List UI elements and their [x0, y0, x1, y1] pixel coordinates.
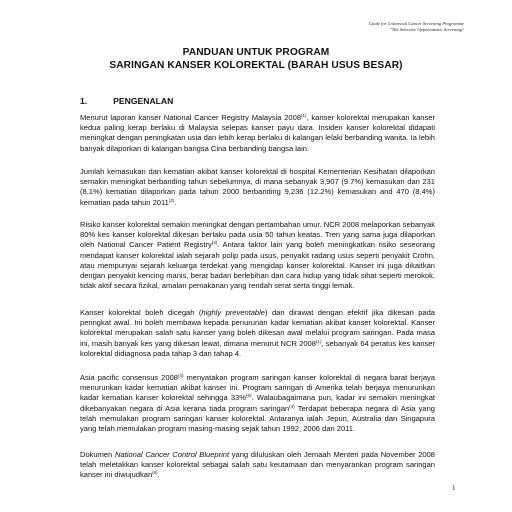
- p3-text-a: Risiko kanser kolorektal semakin meningkat dengan pertambahan umur. NCR 2008 melaporkan sebanyak 80% kes kanser kolorektal dikesan berlaku pada usia 50 tahun keatas. Tren yang sama juga dilaporkan oleh National Cancer Patient Registry: [80, 220, 435, 250]
- p6-text-c: .: [157, 470, 160, 480]
- running-header-title: Guide for Colorectal Cancer Screening Programme: [368, 21, 464, 26]
- p5-text-b: menyatakan program saringan kanser kolorektal di negara barat berjaya menurunkan kadar kematian akibat kanser ini. Program saringan di Amerika telah berjaya menurunkan kadar kematian kanser kolorektal sehingga 33%: [80, 373, 435, 403]
- page-number: 1: [452, 484, 456, 492]
- p5-text-d: Terdapat beberapa negara di Asia yang telah memulakan program saringan kanser kolorektal. Antaranya ialah Jepun, Australia dan Singapura yang telah memulakan program masing-masing sejak tahun 1992, 2006 dan 2011.: [80, 403, 435, 434]
- p5-text-c: . Walaubagaimana pun, kadar ini semakin meningkat dikebanyakan negara di Asia kerana tiada program saringan: [80, 393, 435, 413]
- document-title: [0, 46, 512, 72]
- paragraph-6: [80, 450, 435, 481]
- p2-text-a: Jumlah kemasukan dan kematian akibat kanser kolorektal di hospital Kementerian Kesihatan dilaporkan semakin meningkat berbanding tahun sebelumnya, di mana sebanyak 3,907 (9.7%) kemasukan dan 231 (8.1%) kematian dilaporkan pada tahun 2000 berbanding 9,236 (12.2%) kemasukan and 470 (8.4%) kematian pada tahun 2011: [80, 167, 435, 207]
- title-line-1: PANDUAN UNTUK PROGRAM: [182, 47, 330, 58]
- p5-text-a: Asia pacific consensus 2008: [80, 373, 178, 382]
- p5-ref-1: (4): [177, 373, 184, 378]
- p4-italic: highly preventable: [201, 308, 266, 317]
- p6-text-b: yang diluluskan oleh Jemaah Menteri pada November 2008 telah meletakkan kanser kolorektal sebagai salah satu keutamaan dan menyarankan program saringan kanser ini diwujudkan: [80, 450, 435, 480]
- p4-text-c: , sebanyak 64 peratus kes kanser kolorektal didiagnosa pada tahap 3 dan tahap 4.: [80, 338, 436, 358]
- section-heading: [80, 96, 173, 106]
- paragraph-1: [80, 113, 435, 154]
- p2-ref: (2): [168, 197, 175, 203]
- paragraph-3: [80, 220, 435, 291]
- section-number: 1.: [80, 96, 88, 106]
- title-line-2: SARINGAN KANSER KOLOREKTAL (BARAH USUS BESAR): [109, 60, 403, 71]
- running-header-subtitle: "The Selective Opportunistic Screening": [389, 26, 464, 32]
- section-title: PENGENALAN: [113, 96, 174, 106]
- p6-italic: National Cancer Control Blueprint: [114, 450, 230, 459]
- p3-text-b: . Antara faktor lain yang boleh meningkatkan risiko seseorang mendapat kanser kolorektal ialah sejarah polip pada usus, penyakit radang usus seperti penyakit Crohn, atau mempunyai sejarah keluarga terdekat yang mengidap kanser kolorektal. Kanser ini juga dikaitkan dengan penyakit kencing manis, berat badan berlebihan dan cara hidup yang tidak sihat seperti merokok, tidak aktif secara fizikal, amalan pemakanan yang rendah serat serta tinggi lemak.: [80, 240, 435, 291]
- paragraph-2: [80, 167, 435, 208]
- p4-text-b: ) dan dirawat dengan efektif jika dikesan pada peringkat awal. Ini boleh membawa kepada penurunan kadar kematian akibat kanser kolorektal. Kanser kolorektal merupakan salah satu kanser yang boleh dikesan awal melalui program saringan. Pada masa ini, masih banyak kes yang dikesan lewat, dimana menurut NCR 2008: [80, 308, 435, 348]
- p2-text-b: .: [174, 197, 177, 207]
- paragraph-5: [80, 373, 435, 434]
- p1-ref: (1): [301, 113, 307, 118]
- p4-text-a: Kanser kolorektal boleh dicegah (: [80, 308, 202, 317]
- p1-text-b: , kanser kolorektal merupakan kanser kedua paling kerap berlaku di Malaysia selepas kanser payu dara. Insiden kanser kolorektal didapati meningkat dengan peningkatan usia dan lebih kerap berlaku di kalangan lelaki berbanding wanita. Ia lebih banyak dilaporkan di kalangan bangsa Cina berbanding bangsa lain.: [80, 113, 435, 153]
- p6-ref: (6): [152, 470, 158, 476]
- p5-ref-3: (4): [289, 403, 295, 409]
- running-header: [369, 21, 464, 32]
- p1-text-a: Menurut laporan kanser National Cancer Registry Malaysia 2008: [80, 113, 302, 122]
- paragraph-4: [80, 308, 435, 359]
- p4-ref: (1): [315, 338, 322, 344]
- p3-ref: (3): [211, 240, 218, 246]
- p5-ref-2: (5): [245, 393, 252, 399]
- p6-text-a: Dokumen: [80, 450, 115, 459]
